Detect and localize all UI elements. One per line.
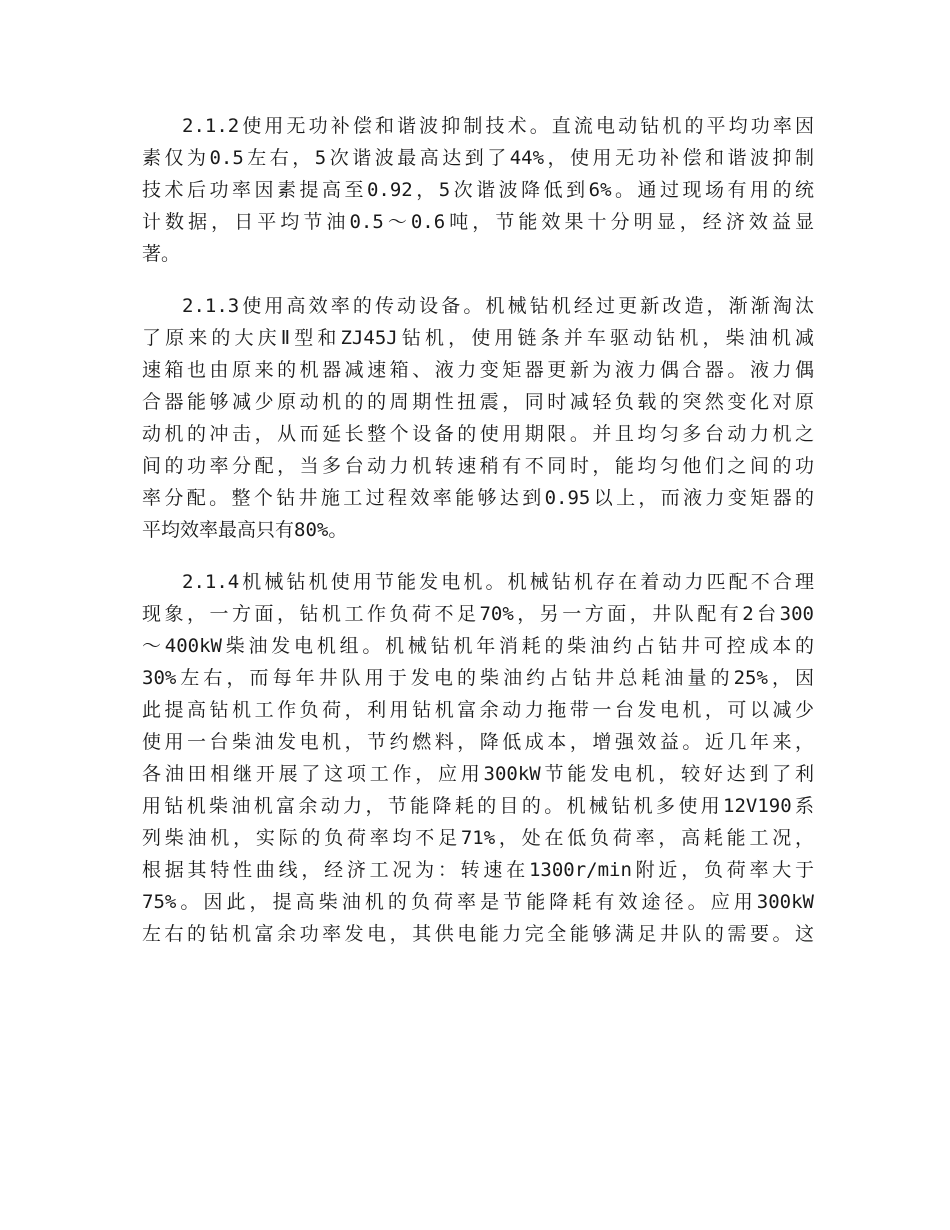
text-line: 75%。因此，提高柴油机的负荷率是节能降耗有效途径。应用300kW [142, 891, 814, 913]
text-line: ～400kW柴油发电机组。机械钻机年消耗的柴油约占钻井可控成本的 [142, 635, 814, 657]
text-line: 30%左右，而每年井队用于发电的柴油约占钻井总耗油量的25%，因 [142, 667, 814, 689]
text-line: 2.1.2使用无功补偿和谐波抑制技术。直流电动钻机的平均功率因 [182, 115, 814, 137]
text-line: 左右的钻机富余功率发电，其供电能力完全能够满足井队的需要。这 [142, 923, 814, 945]
text-line: 根据其特性曲线，经济工况为：转速在1300r/min附近，负荷率大于 [142, 859, 814, 881]
text-line: 速箱也由原来的机器减速箱、液力变矩器更新为液力偶合器。液力偶 [142, 359, 814, 381]
text-line: 合器能够减少原动机的的周期性扭震，同时减轻负载的突然变化对原 [142, 391, 814, 413]
paragraph-2-1-4 [142, 566, 814, 950]
paragraph-2-1-3 [142, 290, 814, 546]
text-line: 使用一台柴油发电机，节约燃料，降低成本，增强效益。近几年来， [142, 731, 814, 753]
paragraph-2-1-2 [142, 110, 814, 270]
text-line: 各油田相继开展了这项工作，应用300kW节能发电机，较好达到了利 [142, 763, 814, 785]
text-line: 此提高钻机工作负荷，利用钻机富余动力拖带一台发电机，可以减少 [142, 699, 814, 721]
text-line: 用钻机柴油机富余动力，节能降耗的目的。机械钻机多使用12V190系 [142, 795, 814, 817]
text-line: 了原来的大庆Ⅱ型和ZJ45J钻机，使用链条并车驱动钻机，柴油机减 [142, 327, 814, 349]
text-line: 计数据，日平均节油0.5～0.6吨，节能效果十分明显，经济效益显 [142, 211, 814, 233]
document-body [142, 110, 814, 970]
text-line: 现象，一方面，钻机工作负荷不足70%，另一方面，井队配有2台300 [142, 603, 814, 625]
text-line: 素仅为0.5左右，5次谐波最高达到了44%，使用无功补偿和谐波抑制 [142, 147, 814, 169]
text-line: 平均效率最高只有80%。 [142, 519, 348, 541]
text-line: 动机的冲击，从而延长整个设备的使用期限。并且均匀多台动力机之 [142, 423, 814, 445]
text-line: 2.1.3使用高效率的传动设备。机械钻机经过更新改造，渐渐淘汰 [182, 295, 814, 317]
text-line: 间的功率分配，当多台动力机转速稍有不同时，能均匀他们之间的功 [142, 455, 814, 477]
text-line: 2.1.4机械钻机使用节能发电机。机械钻机存在着动力匹配不合理 [182, 571, 814, 593]
text-line: 技术后功率因素提高至0.92，5次谐波降低到6%。通过现场有用的统 [142, 179, 814, 201]
text-line: 著。 [142, 243, 181, 265]
text-line: 列柴油机，实际的负荷率均不足71%，处在低负荷率，高耗能工况， [142, 827, 814, 849]
text-line: 率分配。整个钻井施工过程效率能够达到0.95以上，而液力变矩器的 [142, 487, 814, 509]
